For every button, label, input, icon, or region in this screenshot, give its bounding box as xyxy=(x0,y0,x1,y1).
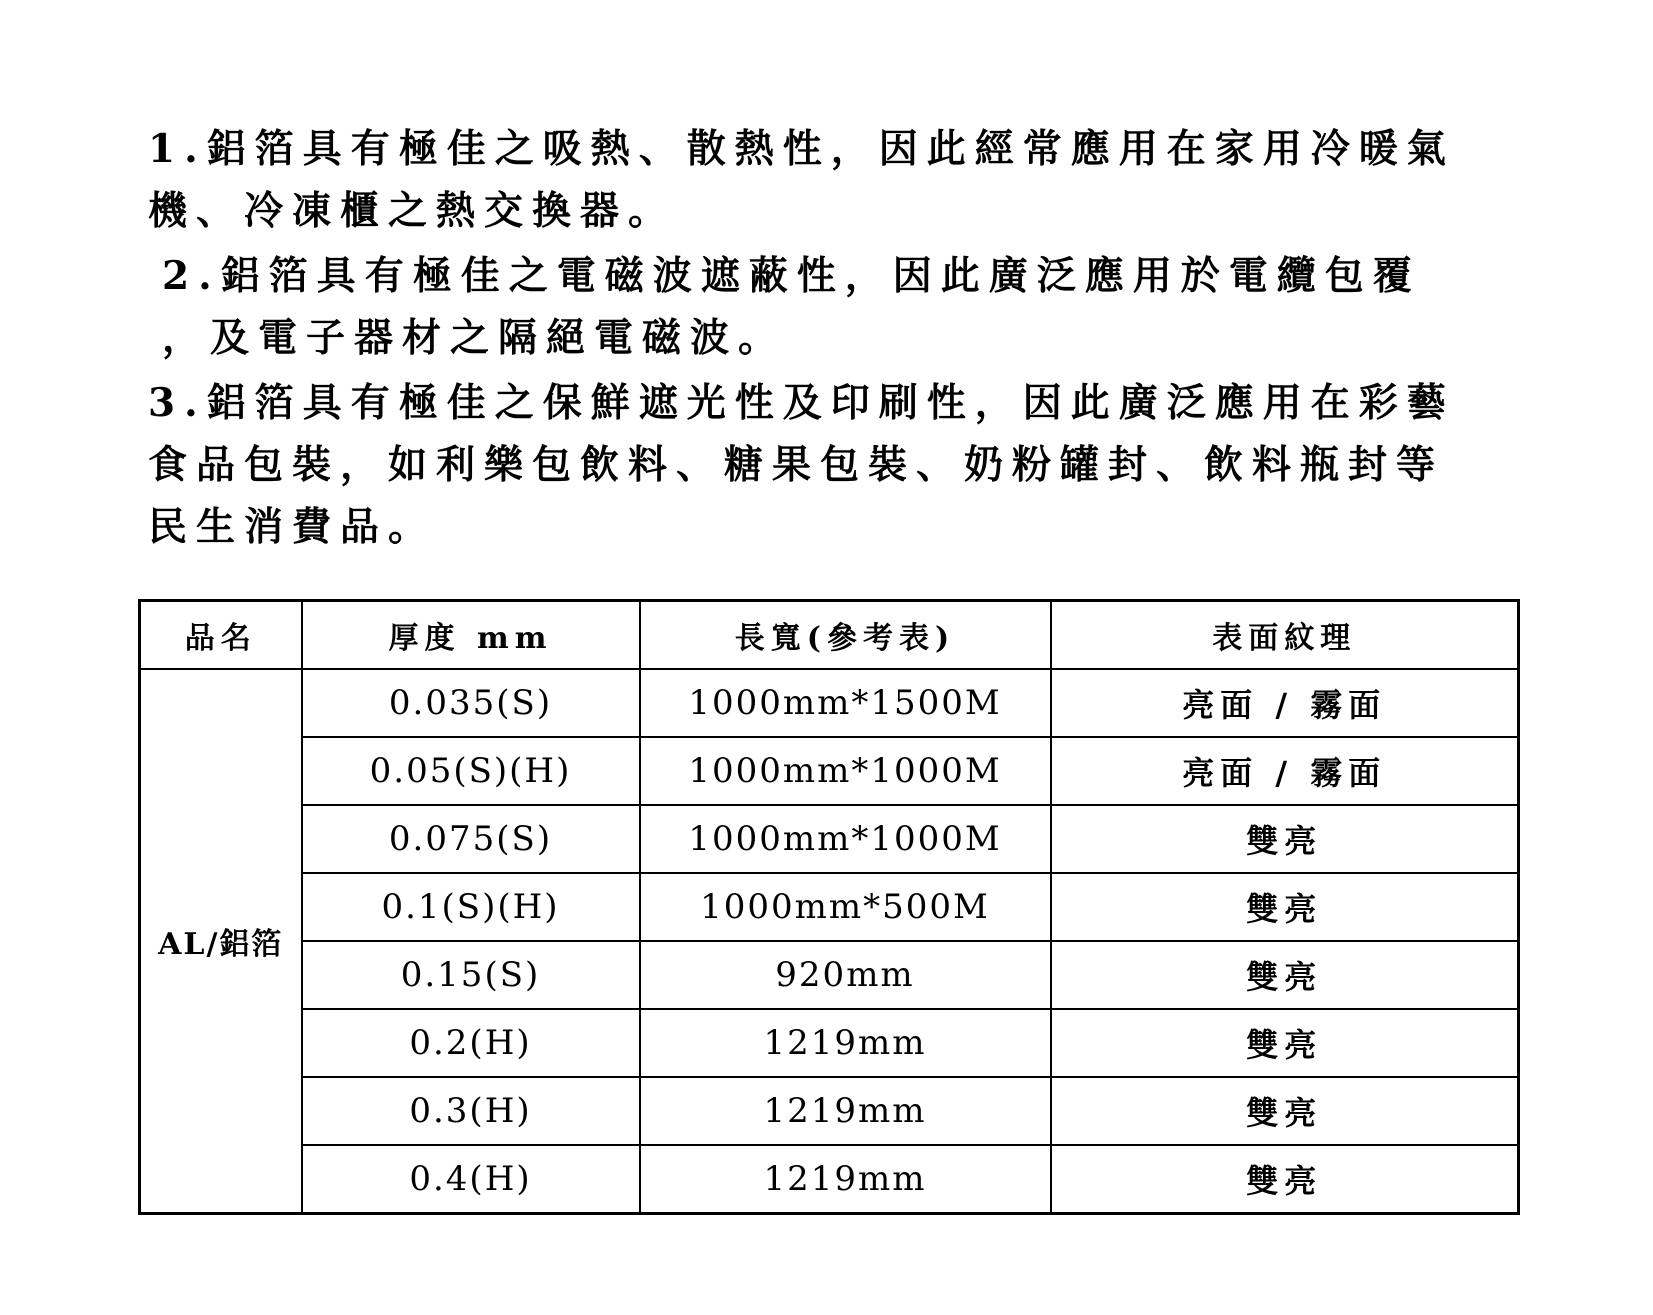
paragraph-line: 2.鋁箔具有極佳之電磁波遮蔽性，因此廣泛應用於電纜包覆 xyxy=(162,253,1421,299)
header-size: 長寬(參考表) xyxy=(640,601,1051,670)
paragraph-line: 3.鋁箔具有極佳之保鮮遮光性及印刷性，因此廣泛應用在彩藝 xyxy=(148,380,1455,426)
size-cell: 1219mm xyxy=(640,1077,1051,1145)
texture-cell: 亮面 / 霧面 xyxy=(1051,737,1519,805)
table-row xyxy=(140,1145,1519,1214)
product-name-cell: AL/鋁箔 xyxy=(140,669,302,1214)
paragraph-line: 民生消費品。 xyxy=(148,504,437,550)
thickness-cell: 0.3(H) xyxy=(302,1077,640,1145)
thickness-cell: 0.035(S) xyxy=(302,669,640,737)
paragraph-line: 食品包裝，如利樂包飲料、糖果包裝、奶粉罐封、飲料瓶封等 xyxy=(148,442,1445,488)
size-cell: 1219mm xyxy=(640,1145,1051,1214)
paragraph-line: 機、冷凍櫃之熱交換器。 xyxy=(148,188,677,234)
table-row xyxy=(140,941,1519,1009)
table-header-row xyxy=(140,601,1519,670)
table-row xyxy=(140,873,1519,941)
texture-cell: 雙亮 xyxy=(1051,1009,1519,1077)
texture-cell: 雙亮 xyxy=(1051,941,1519,1009)
size-cell: 920mm xyxy=(640,941,1051,1009)
size-cell: 1000mm*1500M xyxy=(640,669,1051,737)
thickness-cell: 0.075(S) xyxy=(302,805,640,873)
size-cell: 1000mm*500M xyxy=(640,873,1051,941)
paragraph-food-packaging xyxy=(148,372,1518,558)
table-row xyxy=(140,805,1519,873)
texture-cell: 雙亮 xyxy=(1051,1077,1519,1145)
size-cell: 1219mm xyxy=(640,1009,1051,1077)
paragraph-emi-shielding xyxy=(162,245,1532,369)
header-thickness: 厚度 mm xyxy=(302,601,640,670)
thickness-cell: 0.05(S)(H) xyxy=(302,737,640,805)
thickness-cell: 0.15(S) xyxy=(302,941,640,1009)
size-cell: 1000mm*1000M xyxy=(640,737,1051,805)
table-row xyxy=(140,1009,1519,1077)
texture-cell: 亮面 / 霧面 xyxy=(1051,669,1519,737)
thickness-cell: 0.1(S)(H) xyxy=(302,873,640,941)
table-row xyxy=(140,1077,1519,1145)
spec-table xyxy=(138,599,1520,1215)
paragraph-line: 1.鋁箔具有極佳之吸熱、散熱性，因此經常應用在家用冷暖氣 xyxy=(148,126,1455,172)
paragraph-line: ，及電子器材之隔絕電磁波。 xyxy=(162,315,787,361)
table-row xyxy=(140,737,1519,805)
texture-cell: 雙亮 xyxy=(1051,1145,1519,1214)
thickness-cell: 0.2(H) xyxy=(302,1009,640,1077)
thickness-cell: 0.4(H) xyxy=(302,1145,640,1214)
size-cell: 1000mm*1000M xyxy=(640,805,1051,873)
header-surface-texture: 表面紋理 xyxy=(1051,601,1519,670)
texture-cell: 雙亮 xyxy=(1051,805,1519,873)
texture-cell: 雙亮 xyxy=(1051,873,1519,941)
paragraph-heat-exchange xyxy=(148,118,1518,242)
table-row xyxy=(140,669,1519,737)
header-product-name: 品名 xyxy=(140,601,302,670)
